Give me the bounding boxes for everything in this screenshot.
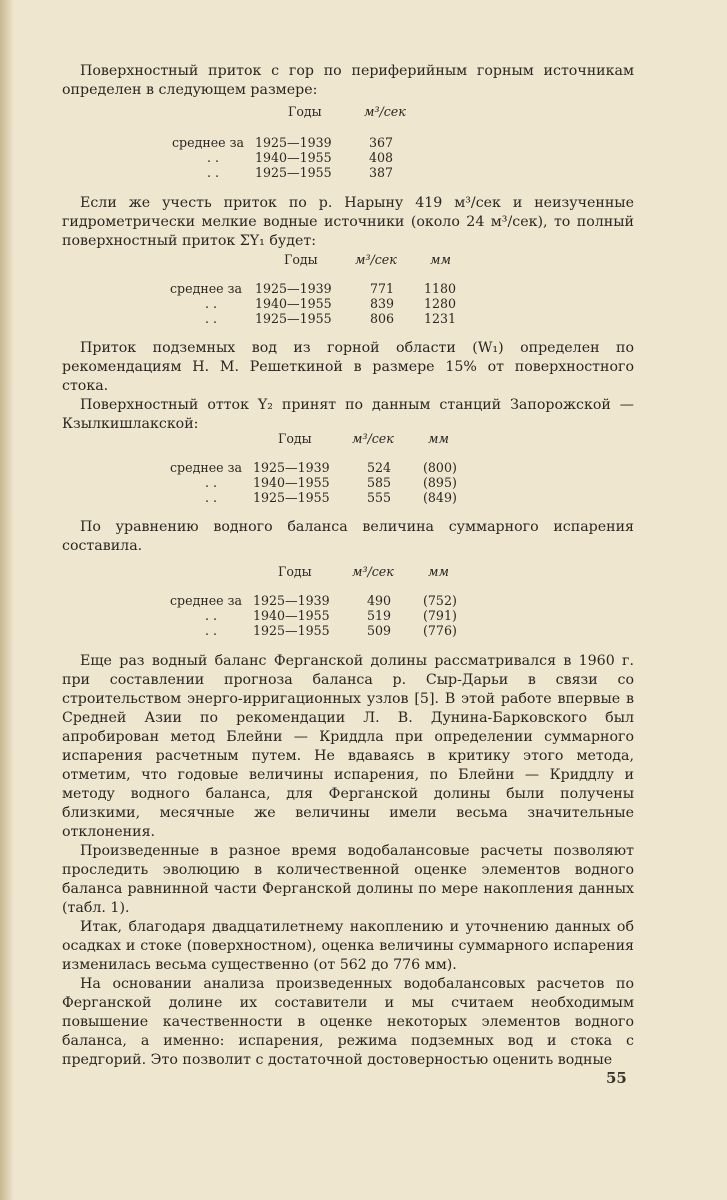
row-label: . . (205, 475, 218, 490)
paragraph-evolution: Произведенные в разное время водобалансовые расчеты позволяют проследить эволюцию в количественной оценке элементов водного баланса равнинной части Ферганской долины по мере накопления данных (табл. 1). (62, 843, 634, 916)
row-years: 1925—1955 (255, 165, 332, 180)
row-years: 1925—1955 (253, 623, 330, 638)
row-years: 1925—1939 (255, 135, 332, 150)
row-label: . . (205, 311, 218, 326)
row-flow: 490 (367, 593, 392, 608)
row-flow: 408 (369, 150, 394, 165)
text-section-3 (62, 339, 634, 434)
table-header-years: Годы (284, 252, 318, 267)
row-flow: 555 (367, 490, 392, 505)
row-years: 1940—1955 (253, 608, 330, 623)
row-mm: (791) (423, 608, 457, 623)
row-years: 1925—1955 (255, 311, 332, 326)
row-label: . . (205, 623, 218, 638)
paragraph-total-inflow: Если же учесть приток по р. Нарыну 419 м³/сек и неизученные гидрометрически мелкие водные источники (около 24 м³/сек), то полный поверхностный приток ΣY₁ будет: (62, 195, 634, 249)
row-flow: 519 (367, 608, 392, 623)
row-mm: (776) (423, 623, 457, 638)
row-years: 1940—1955 (255, 150, 332, 165)
row-years: 1925—1939 (253, 593, 330, 608)
row-years: 1925—1939 (253, 460, 330, 475)
row-mm: (849) (423, 490, 457, 505)
table-header-years: Годы (278, 431, 312, 446)
paragraph-evaporation: По уравнению водного баланса величина суммарного испарения составила. (62, 519, 634, 554)
row-label: . . (205, 296, 218, 311)
row-label: . . (205, 490, 218, 505)
paragraph-twenty-years: Итак, благодаря двадцатилетнему накоплению и уточнению данных об осадках и стоке (поверхностном), оценка величины суммарного испарения изменилась весьма существенно (от 562 до 776 мм). (62, 919, 634, 973)
row-flow: 839 (370, 296, 395, 311)
paragraph-analysis: На основании анализа произведенных водобалансовых расчетов по Ферганской долине их составители и мы считаем необходимым повышение качественности в оценке некоторых элементов водного баланса, а именно: испарения, режима подземных вод и стока с предгорий. Это позволит с достаточной достоверностью оценить водные (62, 976, 634, 1068)
table-header-mm: мм (430, 252, 451, 267)
text-section-1 (62, 62, 634, 100)
row-flow: 367 (369, 135, 394, 150)
row-label: среднее за (170, 460, 243, 475)
table-header-flow: м³/сек (364, 104, 406, 119)
row-years: 1940—1955 (253, 475, 330, 490)
paragraph-1960-balance: Еще раз водный баланс Ферганской долины рассматривался в 1960 г. при составлении прогноза баланса р. Сыр-Дарьи в связи со строительством энерго-ирригационных узлов [5]. В этой работе впервые в Средней Азии по рекомендации Л. В. Дунина-Барковского был апробирован метод Блейни — Криддла при определении суммарного испарения расчетным путем. Не вдаваясь в критику этого метода, отметим, что годовые величины испарения, по Блейни — Криддлу и методу водного баланса, для Ферганской долины были получены близкими, месячные же величины имели весьма значительные отклонения. (62, 653, 634, 840)
table-header-years: Годы (278, 564, 312, 579)
row-label: . . (205, 608, 218, 623)
row-years: 1925—1955 (253, 490, 330, 505)
paragraph-groundwater-inflow: Приток подземных вод из горной области (W₁) определен по рекомендациям Н. М. Решеткиной в размере 15% от поверхностного стока. (62, 340, 634, 394)
text-section-4 (62, 518, 634, 556)
paragraph-surface-outflow: Поверхностный отток Y₂ принят по данным станций Запорожской — Кзылкишлакской: (62, 397, 634, 432)
text-section-2 (62, 194, 634, 251)
table-total-inflow (0, 252, 727, 332)
row-label: среднее за (170, 593, 243, 608)
row-flow: 524 (367, 460, 392, 475)
table-header-mm: мм (428, 431, 449, 446)
row-label: среднее за (172, 135, 245, 150)
row-mm: 1231 (424, 311, 457, 326)
row-flow: 806 (370, 311, 395, 326)
table-header-years: Годы (288, 104, 322, 119)
table-header-mm: мм (428, 564, 449, 579)
row-mm: 1280 (424, 296, 457, 311)
text-section-5 (62, 652, 634, 1070)
row-label: . . (207, 150, 220, 165)
row-flow: 387 (369, 165, 394, 180)
table-surface-outflow (0, 431, 727, 511)
row-mm: 1180 (424, 281, 457, 296)
table-header-flow: м³/сек (352, 431, 394, 446)
table-surface-inflow (0, 104, 727, 184)
paragraph-surface-inflow: Поверхностный приток с гор по периферийным горным источникам определен в следующем размере: (62, 63, 634, 98)
row-label: среднее за (170, 281, 243, 296)
row-flow: 771 (370, 281, 395, 296)
row-flow: 585 (367, 475, 392, 490)
row-label: . . (207, 165, 220, 180)
row-years: 1925—1939 (255, 281, 332, 296)
table-evaporation (0, 564, 727, 644)
row-mm: (895) (423, 475, 457, 490)
row-flow: 509 (367, 623, 392, 638)
row-years: 1940—1955 (255, 296, 332, 311)
table-header-flow: м³/сек (352, 564, 394, 579)
row-mm: (800) (423, 460, 457, 475)
table-header-flow: м³/сек (355, 252, 397, 267)
page-number: 55 (606, 1069, 627, 1087)
row-mm: (752) (423, 593, 457, 608)
